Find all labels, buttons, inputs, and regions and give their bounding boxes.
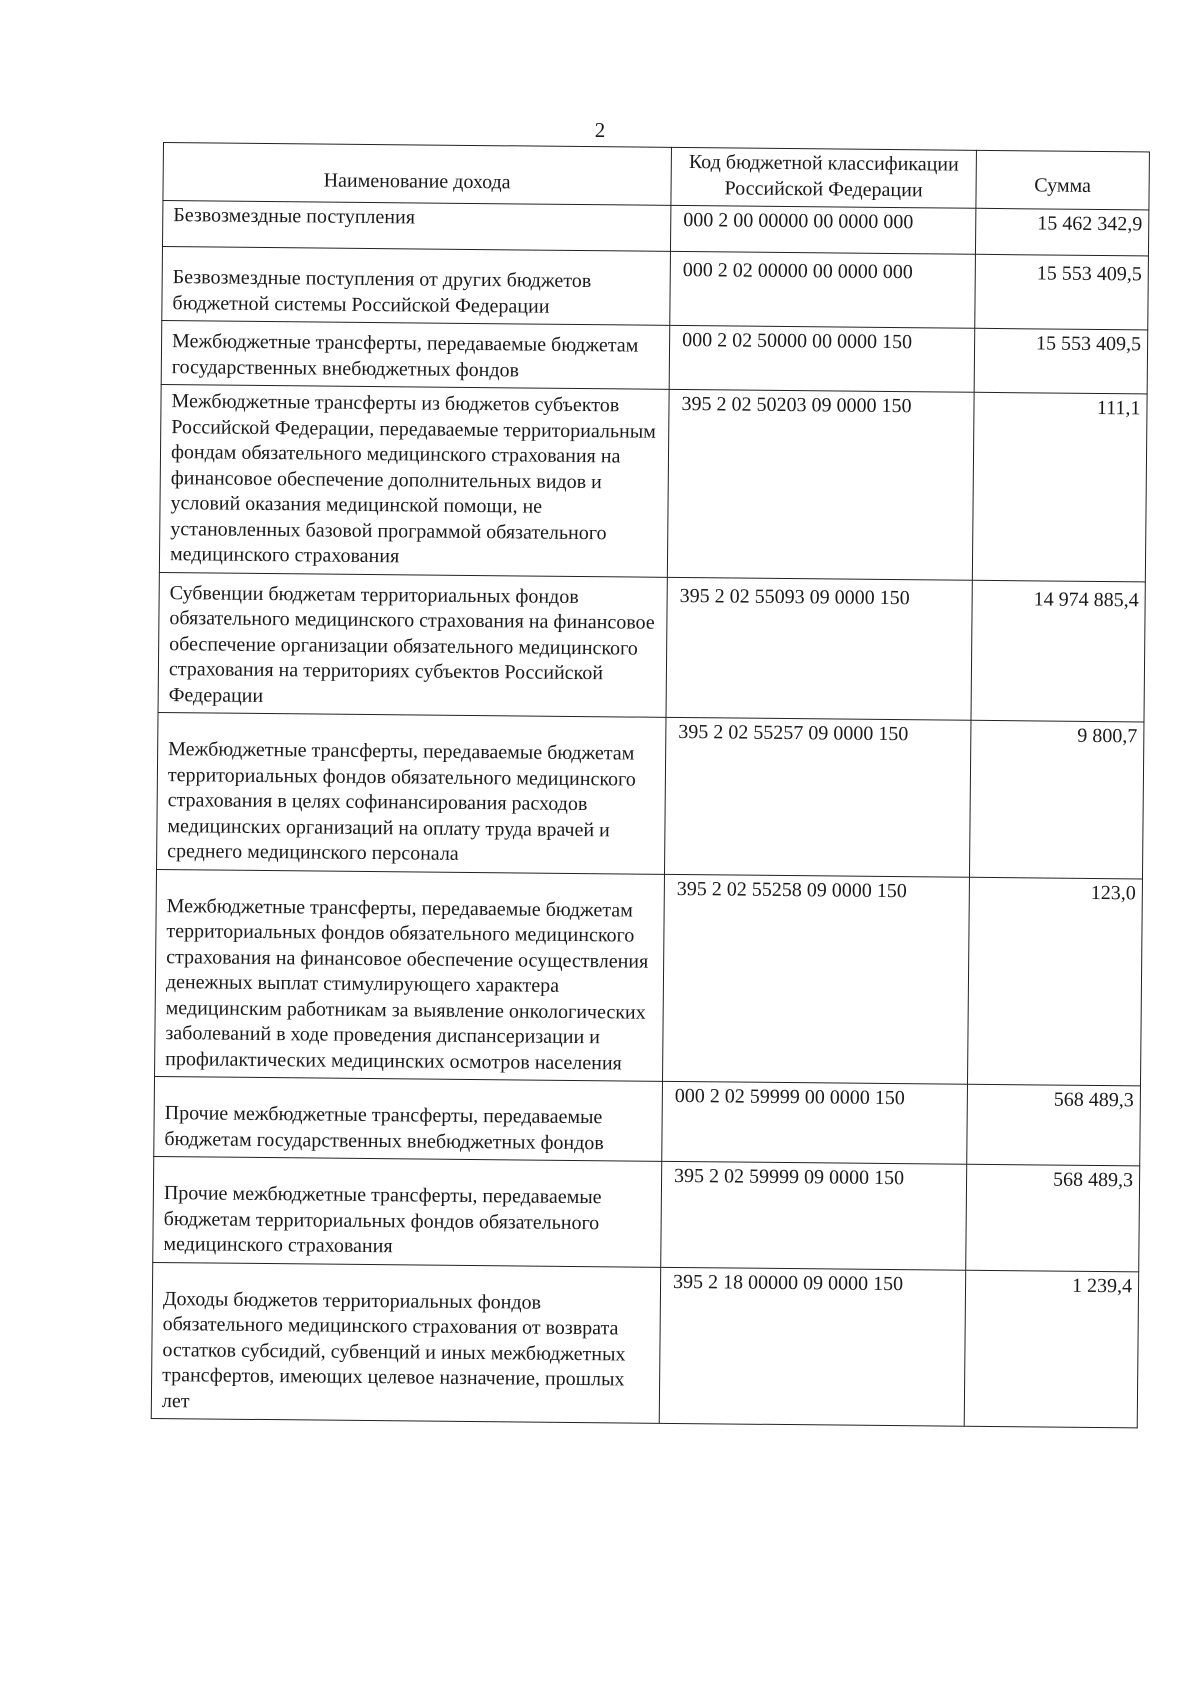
budget-code-cell: 395 2 02 50203 09 0000 150 bbox=[667, 389, 974, 579]
header-budget-code: Код бюджетной классификации Российской Федерации bbox=[671, 147, 977, 208]
budget-code-cell: 000 2 02 00000 00 0000 000 bbox=[670, 251, 976, 328]
budget-code-cell: 395 2 02 55257 09 0000 150 bbox=[664, 717, 970, 876]
header-sum: Сумма bbox=[976, 150, 1150, 210]
page-number: 2 bbox=[594, 118, 606, 142]
income-name-cell: Доходы бюджетов территориальных фондов обязательного медицинского страхования от возврата остатков субсидий, субвенций и иных межбюджетных трансфертов, имеющих целевое назначение, прошлых лет bbox=[151, 1262, 660, 1423]
table-row bbox=[151, 1262, 1138, 1428]
sum-cell: 568 489,3 bbox=[967, 1084, 1141, 1166]
budget-code-cell: 395 2 02 55093 09 0000 150 bbox=[666, 577, 972, 720]
income-name-cell: Безвозмездные поступления bbox=[162, 201, 670, 252]
table-header-row bbox=[163, 143, 1150, 210]
income-table bbox=[151, 142, 1150, 1428]
income-name-cell: Межбюджетные трансферты, передаваемые бюджетам государственных внебюджетных фондов bbox=[161, 320, 670, 389]
income-name-cell: Прочие межбюджетные трансферты, передаваемые бюджетам государственных внебюджетных фондов bbox=[154, 1076, 663, 1161]
table-row bbox=[155, 869, 1143, 1086]
income-name-cell: Безвозмездные поступления от других бюджетов бюджетной системы Российской Федерации bbox=[162, 246, 671, 325]
income-name-cell: Межбюджетные трансферты, передаваемые бюджетам территориальных фондов обязательного медицинского страхования на финансовое обеспечение осуществления денежных выплат стимулирующего характера медицинским работникам за выявление онкологических заболеваний в ходе проведения диспансеризации и профилактических медицинских осмотров населения bbox=[155, 869, 665, 1081]
sum-cell: 111,1 bbox=[972, 392, 1147, 581]
budget-code-cell: 395 2 18 00000 09 0000 150 bbox=[659, 1267, 965, 1426]
income-name-cell: Межбюджетные трансферты из бюджетов субъектов Российской Федерации, передаваемые территориальным фондам обязательного медицинского страхования на финансовое обеспечение дополнительных видов и условий оказания медицинской помощи, не установленных базовой программой обязательного медицинского страхования bbox=[159, 384, 669, 576]
table-row bbox=[159, 384, 1147, 581]
table-row bbox=[158, 572, 1145, 722]
sum-cell: 9 800,7 bbox=[969, 720, 1143, 878]
budget-code-cell: 000 2 02 50000 00 0000 150 bbox=[669, 325, 975, 392]
sum-cell: 568 489,3 bbox=[966, 1164, 1140, 1271]
sum-cell: 15 553 409,5 bbox=[975, 254, 1149, 330]
table-row bbox=[153, 1156, 1140, 1271]
budget-code-cell: 000 2 02 59999 00 0000 150 bbox=[662, 1081, 968, 1164]
sum-cell: 14 974 885,4 bbox=[971, 580, 1145, 722]
sum-cell: 123,0 bbox=[967, 877, 1142, 1086]
header-income-name: Наименование дохода bbox=[163, 143, 672, 206]
income-name-cell: Прочие межбюджетные трансферты, передаваемые бюджетам территориальных фондов обязательного медицинского страхования bbox=[153, 1156, 662, 1266]
budget-code-cell: 000 2 00 00000 00 0000 000 bbox=[670, 205, 975, 254]
income-name-cell: Субвенции бюджетам территориальных фондов обязательного медицинского страхования на финансовое обеспечение организации обязательного медицинского страхования на территориях субъектов Российской Федерации bbox=[158, 572, 667, 717]
income-table-container bbox=[151, 142, 1149, 1428]
budget-code-cell: 395 2 02 55258 09 0000 150 bbox=[663, 874, 970, 1084]
budget-code-cell: 395 2 02 59999 09 0000 150 bbox=[661, 1161, 967, 1269]
table-row bbox=[154, 1076, 1141, 1165]
sum-cell: 15 553 409,5 bbox=[974, 328, 1148, 394]
income-name-cell: Межбюджетные трансферты, передаваемые бюджетам территориальных фондов обязательного медицинского страхования в целях софинансирования расходов медицинских организаций на оплату труда врачей и среднего медицинского персонала bbox=[157, 712, 666, 873]
sum-cell: 15 462 342,9 bbox=[975, 208, 1148, 256]
sum-cell: 1 239,4 bbox=[964, 1270, 1138, 1428]
table-row bbox=[157, 712, 1144, 878]
table-row bbox=[162, 246, 1149, 329]
table-row bbox=[161, 320, 1148, 393]
